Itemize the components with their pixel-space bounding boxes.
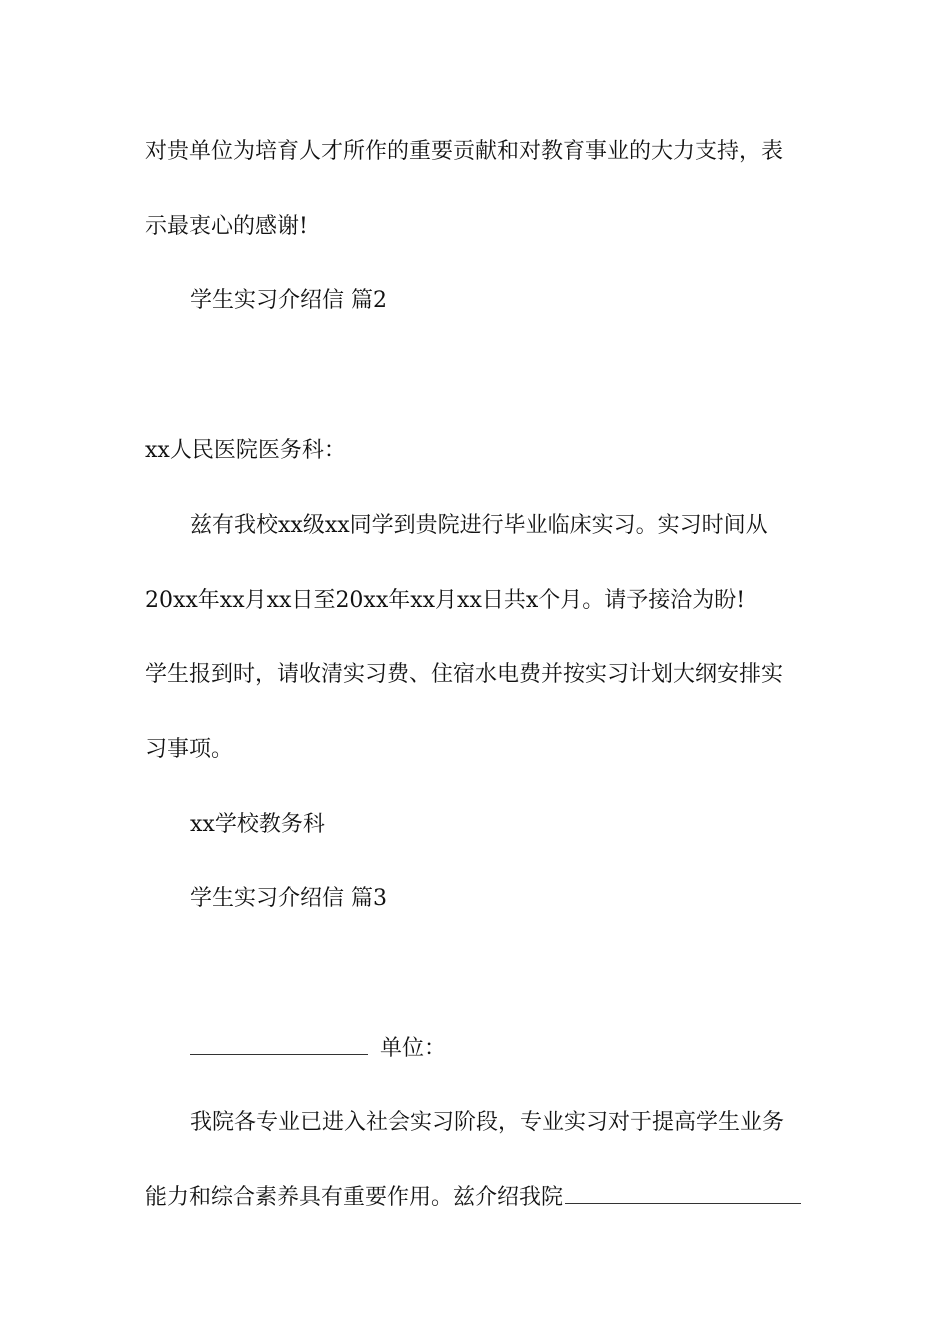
closing-line-1: 对贵单位为培育人才所作的重要贡献和对教育事业的大力支持，表: [145, 139, 784, 164]
student-name-blank: [565, 1183, 801, 1204]
addressee-suffix: 单位：: [380, 1036, 447, 1061]
section-3-heading: 学生实习介绍信 篇3: [190, 886, 387, 911]
section-2-body-line-1: 兹有我校xx级xx同学到贵院进行毕业临床实习。实习时间从: [190, 513, 768, 538]
section-2-signature: xx学校教务科: [190, 812, 325, 837]
section-3-body-line-2: [145, 1183, 801, 1213]
section-2-body-line-2: 20xx年xx月xx日至20xx年xx月xx日共x个月。请予接洽为盼!: [145, 588, 746, 613]
unit-name-blank: [190, 1034, 368, 1055]
section-3-body-line-1: 我院各专业已进入社会实习阶段，专业实习对于提高学生业务: [190, 1110, 785, 1135]
section-2-addressee: xx人民医院医务科：: [145, 438, 346, 463]
section-3-body-line-2-text: 能力和综合素养具有重要作用。兹介绍我院: [145, 1185, 564, 1210]
section-2-body-line-4: 习事项。: [145, 737, 234, 762]
section-2-heading: 学生实习介绍信 篇2: [190, 288, 387, 313]
section-2-body-line-3: 学生报到时，请收清实习费、住宿水电费并按实习计划大纲安排实: [145, 662, 784, 687]
closing-line-2: 示最衷心的感谢!: [145, 214, 308, 239]
section-3-addressee: [190, 1034, 446, 1064]
